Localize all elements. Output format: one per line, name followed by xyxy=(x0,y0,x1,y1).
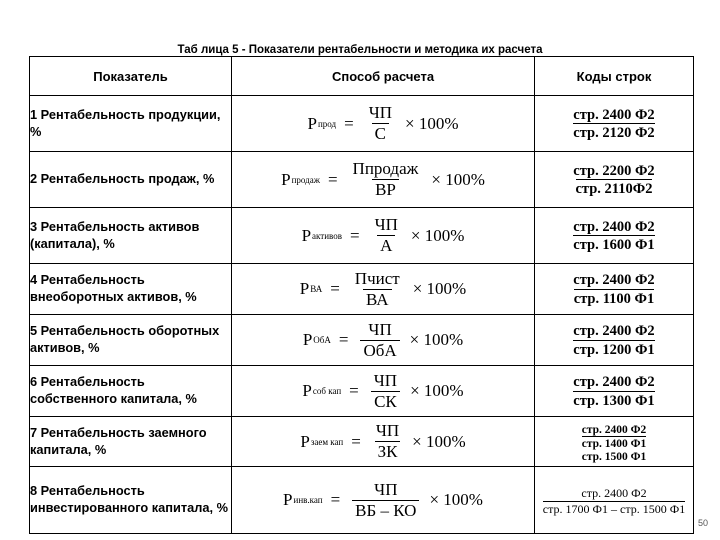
indicator-name: 6 Рентабельность собственного капитала, % xyxy=(30,366,232,417)
formula: Р инв.кап = $\frac{ЧП}{ВБ - КО}$ × 100% xyxy=(283,479,483,520)
formula: Р заем кап = $\frac{ЧП}{ЗК}$ × 100% xyxy=(300,421,466,461)
codes-cell: $\frac{\text{стр. 2400 Ф2}}{\text{стр. 1700 Ф1 – стр. 1500 Ф1}}$ xyxy=(535,467,694,534)
indicator-name: 3 Рентабельность активов (капитала), % xyxy=(30,208,232,264)
formula-cell xyxy=(232,467,535,534)
indicator-name: 2 Рентабельность продаж, % xyxy=(30,152,232,208)
table-row xyxy=(30,264,694,315)
indicator-name: 7 Рентабельность заемного капитала, % xyxy=(30,417,232,467)
page-number: 50 xyxy=(697,518,708,528)
formula: Р продаж = $\frac{\text{Ппродаж}}{ВР}$ × 100% xyxy=(281,159,485,199)
table-row xyxy=(30,315,694,366)
codes-cell: $\frac{\text{стр. 2400 Ф2}}{\text{стр. 1100 Ф1}}$ xyxy=(535,264,694,315)
header-indicator: Показатель xyxy=(30,57,232,96)
formula: Р соб кап = $\frac{ЧП}{СК}$ × 100% xyxy=(302,370,464,411)
profitability-table xyxy=(29,56,694,534)
table-row xyxy=(30,152,694,208)
formula-cell xyxy=(232,152,535,208)
table-row xyxy=(30,417,694,467)
formula-cell xyxy=(232,315,535,366)
indicator-name: 1 Рентабельность продукции, % xyxy=(30,96,232,152)
table-row xyxy=(30,366,694,417)
table-row xyxy=(30,96,694,152)
header-codes: Коды строк xyxy=(535,57,694,96)
indicator-name: 8 Рентабельность инвестированного капитала, % xyxy=(30,467,232,534)
table-header-row xyxy=(30,57,694,96)
formula-cell xyxy=(232,96,535,152)
formula-cell xyxy=(232,417,535,467)
codes-cell: $\frac{\text{стр. 2400 Ф2}}{\text{стр. 1200 Ф1}}$ xyxy=(535,315,694,366)
codes-cell: $\frac{\text{стр. 2400 Ф2}}{\text{стр. 2120 Ф2}}$ xyxy=(535,96,694,152)
table-row xyxy=(30,467,694,534)
indicator-name: 5 Рентабельность оборотных активов, % xyxy=(30,315,232,366)
indicator-name: 4 Рентабельность внеоборотных активов, % xyxy=(30,264,232,315)
formula: Р ВА = $\frac{\text{Пчист}}{ВА}$ × 100% xyxy=(299,268,467,309)
header-method: Способ расчета xyxy=(232,57,535,96)
codes-cell: $\frac{\text{стр. 2400 Ф2}}{\text{стр. 1300 Ф1}}$ xyxy=(535,366,694,417)
formula-cell xyxy=(232,366,535,417)
codes-cell: $\frac{\text{стр. 2200 Ф2}}{\text{стр. 2110Ф2}}$ xyxy=(535,152,694,208)
formula: Р прод = $\frac{ЧП}{С}$ × 100% xyxy=(307,103,459,143)
codes-cell: стр. 2400 Ф2 стр. 1400 Ф1 стр. 1500 Ф1 xyxy=(535,417,694,467)
codes-cell: $\frac{\text{стр. 2400 Ф2}}{\text{стр. 1600 Ф1}}$ xyxy=(535,208,694,264)
formula: Р активов = $\frac{ЧП}{А}$ × 100% xyxy=(301,215,465,255)
table-row xyxy=(30,208,694,264)
formula-cell xyxy=(232,264,535,315)
formula-cell xyxy=(232,208,535,264)
table-caption: Таб лица 5 - Показатели рентабельности и методика их расчета xyxy=(177,44,543,56)
formula: Р ОбА = $\frac{ЧП}{\text{ОбА}}$ × 100% xyxy=(302,319,464,360)
